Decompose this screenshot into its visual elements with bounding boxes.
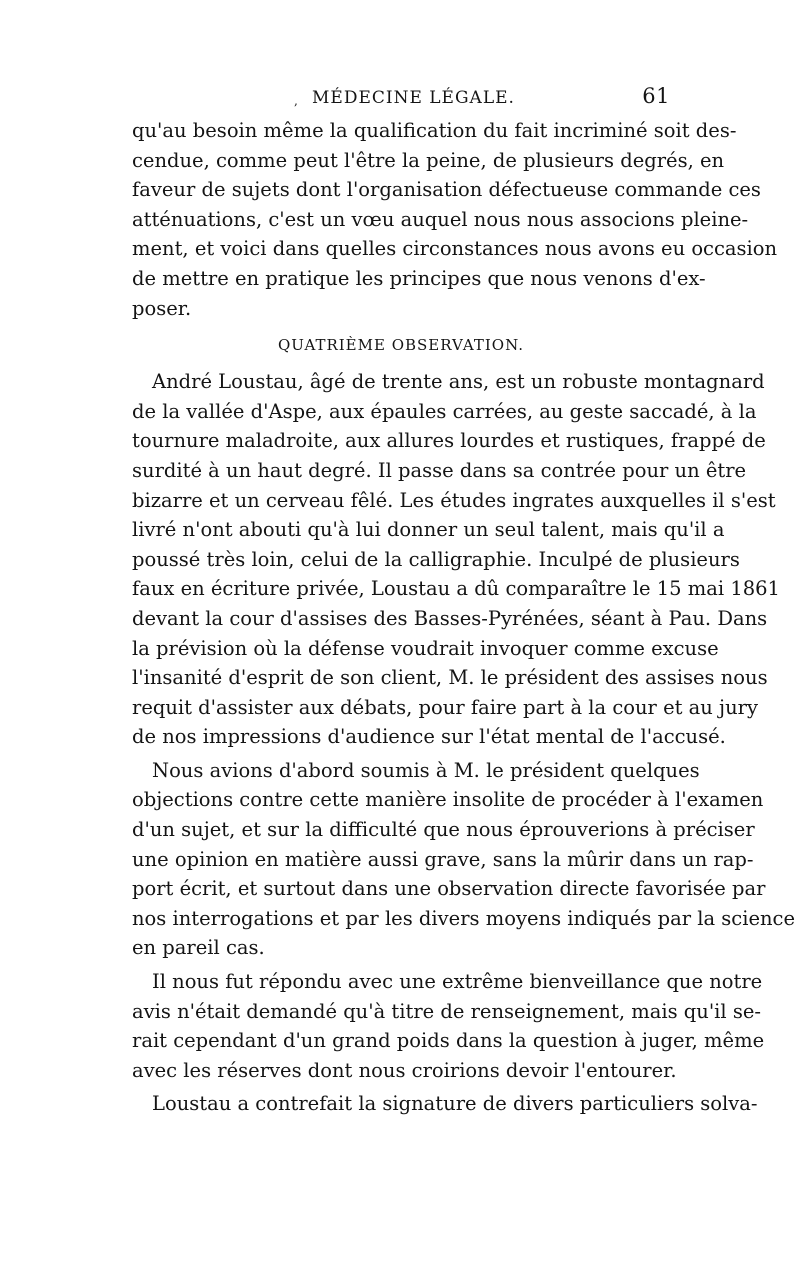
text-line: avis n'était demandé qu'à titre de renseignement, mais qu'il se- (132, 999, 761, 1023)
text-line: Il nous fut répondu avec une extrême bienveillance que notre (152, 970, 763, 994)
page-header (132, 80, 670, 116)
text-line: Nous avions d'abord soumis à M. le président quelques (152, 758, 700, 782)
text-line: l'insanité d'esprit de son client, M. le président des assises nous (132, 666, 768, 690)
text-line: objections contre cette manière insolite de procéder à l'examen (132, 788, 764, 812)
text-line: nos interrogations et par les divers moyens indiqués par la science (132, 906, 795, 930)
text-line: faveur de sujets dont l'organisation défectueuse commande ces (132, 178, 761, 202)
text-line: une opinion en matière aussi grave, sans la mûrir dans un rap- (132, 847, 754, 871)
text-line: qu'au besoin même la qualification du fait incriminé soit des- (132, 119, 737, 142)
text-line: de mettre en pratique les principes que nous venons d'ex- (132, 266, 706, 290)
text-line: André Loustau, âgé de trente ans, est un robuste montagnard (152, 370, 765, 394)
text-line: ment, et voici dans quelles circonstances nous avons eu occasion (132, 237, 778, 261)
text-line: la prévision où la défense voudrait invoquer comme excuse (132, 636, 719, 660)
text-line: requit d'assister aux débats, pour faire part à la cour et au jury (132, 695, 758, 719)
paragraph-1 (132, 116, 778, 323)
paragraph-2 (132, 367, 780, 752)
text-line: tournure maladroite, aux allures lourdes et rustiques, frappé de (132, 429, 766, 453)
text-line: de la vallée d'Aspe, aux épaules carrées, au geste saccadé, à la (132, 399, 757, 423)
text-line: port écrit, et surtout dans une observation directe favorisée par (132, 877, 766, 901)
page-number: 61 (642, 84, 670, 108)
running-title: MÉDECINE LÉGALE. (312, 88, 515, 108)
text-line: poussé très loin, celui de la calligraphie. Inculpé de plusieurs (132, 547, 740, 571)
text-line: devant la cour d'assises des Basses-Pyrénées, séant à Pau. Dans (132, 606, 768, 630)
text-line: faux en écriture privée, Loustau a dû comparaître le 15 mai 1861 (132, 577, 780, 601)
paragraph-5 (132, 1089, 758, 1119)
text-line: surdité à un haut degré. Il passe dans sa contrée pour un être (132, 458, 747, 482)
paragraph-3 (132, 756, 795, 963)
text-line: atténuations, c'est un vœu auquel nous nous associons pleine- (132, 207, 749, 231)
header-mark: , (294, 94, 299, 108)
text-line: d'un sujet, et sur la difficulté que nous éprouverions à préciser (132, 818, 755, 842)
text-line: livré n'ont abouti qu'à lui donner un seul talent, mais qu'il a (132, 518, 725, 542)
text-line: de nos impressions d'audience sur l'état mental de l'accusé. (132, 725, 726, 749)
paragraph-4 (132, 967, 765, 1085)
text-line: cendue, comme peut l'être la peine, de plusieurs degrés, en (132, 148, 725, 172)
text-line: rait cependant d'un grand poids dans la question à juger, même (132, 1029, 765, 1053)
text-line: bizarre et un cerveau fêlé. Les études ingrates auxquelles il s'est (132, 488, 776, 512)
text-line: avec les réserves dont nous croirions devoir l'entourer. (132, 1058, 677, 1082)
text-line: poser. (132, 296, 192, 320)
text-line: en pareil cas. (132, 936, 265, 960)
section-title: QUATRIÈME OBSERVATION. (277, 336, 525, 355)
text-line: Loustau a contrefait la signature de divers particuliers solva- (152, 1092, 758, 1116)
book-page (132, 80, 795, 1119)
